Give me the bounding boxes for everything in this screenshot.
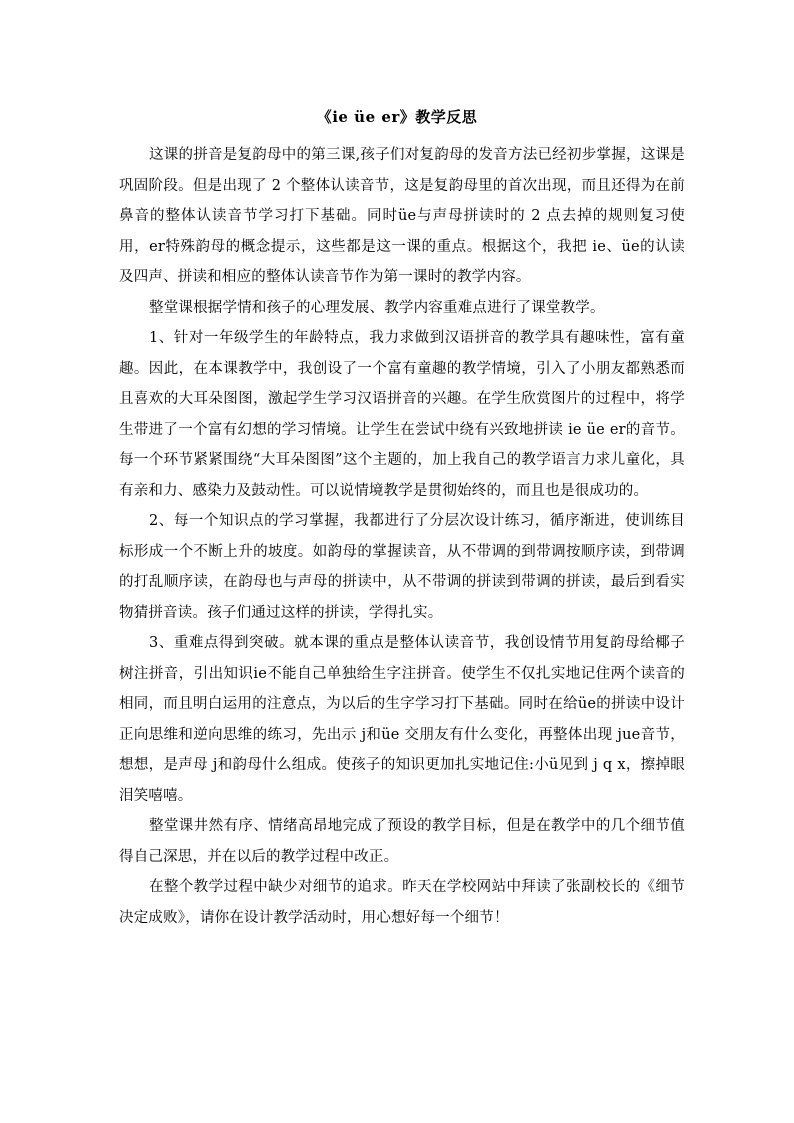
paragraph-point-1: 1、针对一年级学生的年龄特点，我力求做到汉语拼音的教学具有趣味性，富有童趣。因此，在本课教学中，我创设了一个富有童趣的教学情境，引入了小朋友都熟悉而且喜欢的大耳朵图图，激起学生学习汉语拼音的兴趣。在学生欣赏图片的过程中，将学生带进了一个富有幻想的学习情境。让学生在尝试中绕有兴致地拼读 ie üe er的音节。每一个环节紧紧围绕“大耳朵图图”这个主题的，加上我自己的教学语言力求儿童化，具有亲和力、感染力及鼓动性。可以说情境教学是贯彻始终的，而且也是很成功的。 (119, 330, 685, 499)
paragraph-summary: 整堂课井然有序、情绪高昂地完成了预设的教学目标，但是在教学中的几个细节值得自己深思，并在以后的教学过程中改正。 (119, 818, 685, 865)
paragraph-intro: 这课的拼音是复韵母中的第三课,孩子们对复韵母的发音方法已经初步掌握，这课是巩固阶段。但是出现了 2 个整体认读音节，这是复韵母里的首次出现，而且还得为在前鼻音的整体认读音节学习打下基础。同时üe与声母拼读时的 2 点去掉的规则复习使用，er特殊韵母的概念提示，这些都是这一课的重点。根据这个，我把 ie、üe的认读及四声、拼读和相应的整体认读音节作为第一课时的教学内容。 (119, 147, 685, 285)
paragraph-point-3: 3、重难点得到突破。就本课的重点是整体认读音节，我创设情节用复韵母给椰子树注拼音，引出知识ie不能自己单独给生字注拼音。使学生不仅扎实地记住两个读音的相同，而且明白运用的注意点，为以后的生字学习打下基础。同时在给üe的拼读中设计正向思维和逆向思维的练习，先出示 j和üe 交朋友有什么变化，再整体出现 jue音节，想想，是声母 j和韵母什么组成。使孩子的知识更加扎实地记住:小ü见到 j q x，擦掉眼泪笑嘻嘻。 (119, 635, 685, 804)
document-title: 《ie üe er》教学反思 (316, 108, 478, 126)
paragraph-point-2: 2、每一个知识点的学习掌握，我都进行了分层次设计练习，循序渐进，使训练目标形成一个不断上升的坡度。如韵母的掌握读音，从不带调的到带调按顺序读，到带调的打乱顺序读，在韵母也与声母的拼读中，从不带调的拼读到带调的拼读，最后到看实物猜拼音读。孩子们通过这样的拼读，学得扎实。 (119, 513, 685, 621)
paragraph-overview: 整堂课根据学情和孩子的心理发展、教学内容重难点进行了课堂教学。 (149, 299, 605, 316)
document-body (119, 140, 685, 933)
paragraph-conclusion: 在整个教学过程中缺少对细节的追求。昨天在学校网站中拜读了张副校长的《细节决定成败》，请你在设计教学活动时，用心想好每一个细节！ (119, 879, 685, 926)
